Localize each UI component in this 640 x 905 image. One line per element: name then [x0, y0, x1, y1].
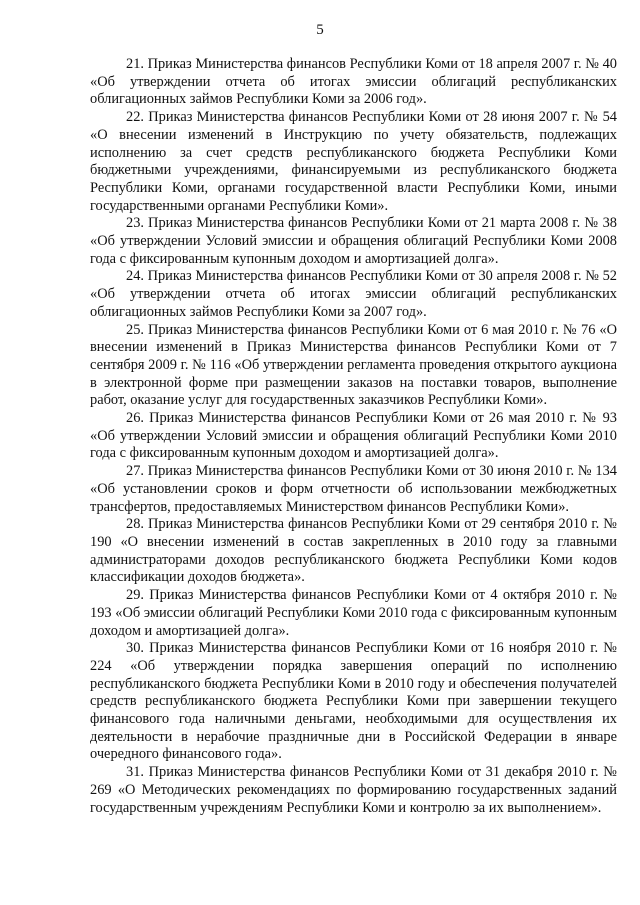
list-item-31: 31. Приказ Министерства финансов Республики Коми от 31 декабря 2010 г. № 269 «О Методических рекомендациях по формированию государственных заданий государственным учреждениям Республики Коми и контролю за их выполнением». [90, 764, 617, 816]
list-item-22: 22. Приказ Министерства финансов Республики Коми от 28 июня 2007 г. № 54 «О внесении изменений в Инструкцию по учету обязательств, подлежащих исполнению за счет средств республиканского бюджета Республики Коми бюджетными учреждениями, финансируемыми из республиканского бюджета Республики Коми, органами государственной власти Республики Коми, иными государственными органами Республики Коми». [90, 109, 617, 214]
list-item-28: 28. Приказ Министерства финансов Республики Коми от 29 сентября 2010 г. № 190 «О внесении изменений в состав закрепленных в 2010 году за главными администраторами доходов республиканского бюджета Республики Коми кодов классификации доходов бюджета». [90, 516, 617, 586]
list-item-23: 23. Приказ Министерства финансов Республики Коми от 21 марта 2008 г. № 38 «Об утверждении Условий эмиссии и обращения облигаций Республики Коми 2008 года с фиксированным купонным доходом и амортизацией долга». [90, 215, 617, 267]
list-item-30: 30. Приказ Министерства финансов Республики Коми от 16 ноября 2010 г. № 224 «Об утверждении порядка завершения операций по исполнению республиканского бюджета Республики Коми в 2010 году и обеспечения получателей средств республиканского бюджета Республики Коми при завершении текущего финансового года наличными деньгами, необходимыми для осуществления их деятельности в нерабочие праздничные дни в Российской Федерации в январе очередного финансового года». [90, 640, 617, 763]
list-item-27: 27. Приказ Министерства финансов Республики Коми от 30 июня 2010 г. № 134 «Об установлении сроков и форм отчетности об использовании межбюджетных трансфертов, предоставляемых Министерством финансов Республики Коми». [90, 463, 617, 515]
list-item-24: 24. Приказ Министерства финансов Республики Коми от 30 апреля 2008 г. № 52 «Об утверждении отчета об итогах эмиссии облигаций республиканских облигационных займов Республики Коми за 2007 год». [90, 268, 617, 320]
list-item-29: 29. Приказ Министерства финансов Республики Коми от 4 октября 2010 г. № 193 «Об эмиссии облигаций Республики Коми 2010 года с фиксированным купонным доходом и амортизацией долга». [90, 587, 617, 639]
list-item-21: 21. Приказ Министерства финансов Республики Коми от 18 апреля 2007 г. № 40 «Об утверждении отчета об итогах эмиссии облигаций республиканских облигационных займов Республики Коми за 2006 год». [90, 56, 617, 108]
document-body [90, 56, 617, 817]
list-item-26: 26. Приказ Министерства финансов Республики Коми от 26 мая 2010 г. № 93 «Об утверждении Условий эмиссии и обращения облигаций Республики Коми 2010 года с фиксированным купонным доходом и амортизацией долга». [90, 410, 617, 462]
page-number: 5 [316, 22, 324, 38]
list-item-25: 25. Приказ Министерства финансов Республики Коми от 6 мая 2010 г. № 76 «О внесении изменений в Приказ Министерства финансов Республики Коми от 7 сентября 2009 г. № 116 «Об утверждении регламента проведения открытого аукциона в электронной форме при размещении заказов на поставки товаров, выполнение работ, оказание услуг для государственных заказчиков Республики Коми». [90, 321, 617, 409]
